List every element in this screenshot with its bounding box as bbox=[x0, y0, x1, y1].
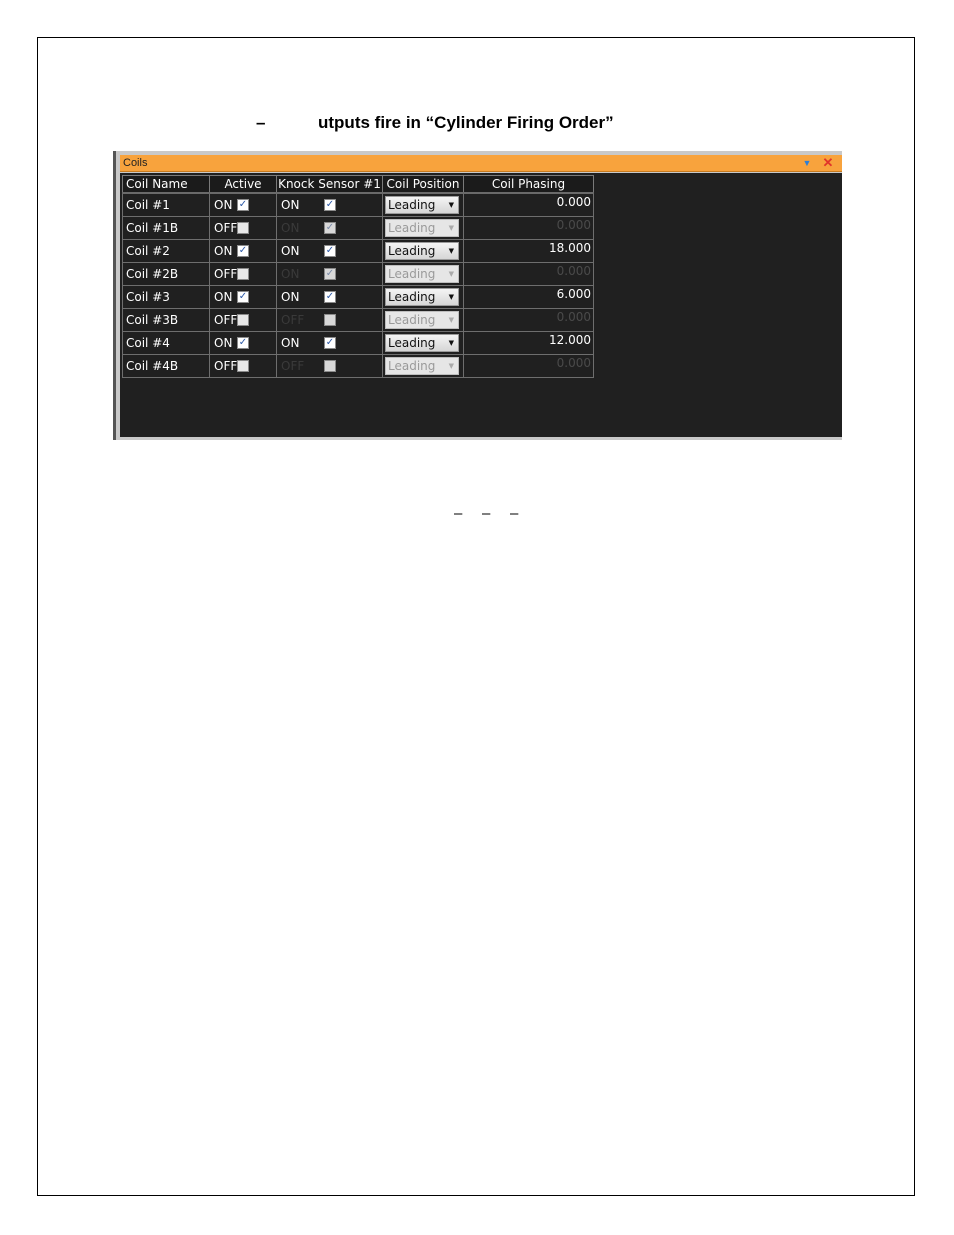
active-checkbox[interactable]: ✓ bbox=[238, 245, 248, 256]
active-checkbox[interactable]: ✓ bbox=[238, 291, 248, 302]
coil-position-cell bbox=[383, 355, 464, 378]
active-checkbox[interactable]: ✓ bbox=[238, 337, 248, 348]
table-row[interactable] bbox=[123, 332, 594, 355]
coil-phasing-value: 12.000 bbox=[549, 333, 591, 347]
coil-position-value: Leading bbox=[388, 244, 436, 258]
coil-position-dropdown[interactable] bbox=[385, 311, 459, 329]
coil-name: Coil #3 bbox=[126, 290, 170, 304]
knock-sensor-cell[interactable] bbox=[277, 332, 383, 355]
active-cell[interactable] bbox=[210, 332, 277, 355]
coil-phasing-cell[interactable] bbox=[464, 217, 594, 240]
window-title: Coils bbox=[123, 157, 148, 169]
coil-name: Coil #4 bbox=[126, 336, 170, 350]
table-row[interactable] bbox=[123, 263, 594, 286]
coil-name-cell[interactable] bbox=[123, 263, 210, 286]
coil-position-value: Leading bbox=[388, 313, 436, 327]
header-knock-sensor[interactable]: Knock Sensor #1 bbox=[278, 177, 381, 191]
active-label: ON bbox=[214, 336, 233, 350]
coil-phasing-value: 0.000 bbox=[556, 356, 591, 370]
coil-phasing-value: 0.000 bbox=[556, 264, 591, 278]
dash: – bbox=[482, 505, 491, 522]
coil-position-dropdown[interactable] bbox=[385, 288, 459, 306]
coils-table bbox=[122, 175, 594, 378]
coil-position-dropdown[interactable] bbox=[385, 357, 459, 375]
dropdown-arrow-icon: ▼ bbox=[448, 224, 454, 232]
coil-position-cell bbox=[383, 240, 464, 263]
dash: – bbox=[454, 505, 463, 522]
active-label: ON bbox=[214, 290, 233, 304]
table-row[interactable] bbox=[123, 355, 594, 378]
coil-name-cell[interactable] bbox=[123, 217, 210, 240]
coils-window bbox=[113, 151, 842, 440]
table-row[interactable] bbox=[123, 193, 594, 217]
active-label: OFF bbox=[214, 359, 238, 373]
active-label: OFF bbox=[214, 267, 238, 281]
coil-name: Coil #2 bbox=[126, 244, 170, 258]
table-row[interactable] bbox=[123, 217, 594, 240]
coil-position-cell bbox=[383, 263, 464, 286]
coil-position-cell bbox=[383, 309, 464, 332]
coil-name-cell[interactable] bbox=[123, 193, 210, 217]
dropdown-arrow-icon: ▼ bbox=[448, 201, 454, 209]
dash: – bbox=[510, 505, 519, 522]
active-cell[interactable] bbox=[210, 355, 277, 378]
chevron-down-icon[interactable]: ▼ bbox=[802, 158, 812, 168]
dropdown-arrow-icon: ▼ bbox=[448, 247, 454, 255]
knock-sensor-label: OFF bbox=[281, 359, 305, 373]
coil-name-cell[interactable] bbox=[123, 355, 210, 378]
coil-position-value: Leading bbox=[388, 267, 436, 281]
coil-position-dropdown[interactable] bbox=[385, 219, 459, 237]
coil-name-cell[interactable] bbox=[123, 240, 210, 263]
coil-phasing-value: 0.000 bbox=[556, 195, 591, 209]
coil-phasing-cell[interactable] bbox=[464, 332, 594, 355]
coil-position-cell bbox=[383, 193, 464, 217]
coil-position-cell bbox=[383, 332, 464, 355]
header-coil-position[interactable]: Coil Position bbox=[383, 176, 464, 194]
dropdown-arrow-icon: ▼ bbox=[448, 270, 454, 278]
knock-sensor-checkbox[interactable]: ✓ bbox=[325, 245, 335, 256]
coil-name-cell[interactable] bbox=[123, 332, 210, 355]
coil-name: Coil #1B bbox=[126, 221, 179, 235]
active-label: OFF bbox=[214, 221, 238, 235]
coil-phasing-cell[interactable] bbox=[464, 309, 594, 332]
coil-phasing-cell[interactable] bbox=[464, 240, 594, 263]
knock-sensor-checkbox[interactable] bbox=[324, 360, 336, 372]
coil-phasing-cell[interactable] bbox=[464, 286, 594, 309]
table-row[interactable] bbox=[123, 286, 594, 309]
active-checkbox[interactable] bbox=[237, 360, 249, 372]
table-row[interactable] bbox=[123, 240, 594, 263]
knock-sensor-cell[interactable] bbox=[277, 217, 383, 240]
active-checkbox[interactable] bbox=[237, 268, 249, 280]
coil-phasing-value: 0.000 bbox=[556, 218, 591, 232]
coil-name: Coil #1 bbox=[126, 198, 170, 212]
coil-position-dropdown[interactable] bbox=[385, 242, 459, 260]
coil-name: Coil #2B bbox=[126, 267, 179, 281]
active-checkbox[interactable] bbox=[237, 314, 249, 326]
coil-position-dropdown[interactable] bbox=[385, 334, 459, 352]
coil-name-cell[interactable] bbox=[123, 309, 210, 332]
active-cell[interactable] bbox=[210, 240, 277, 263]
coil-position-value: Leading bbox=[388, 336, 436, 350]
knock-sensor-label: ON bbox=[281, 198, 300, 212]
knock-sensor-cell[interactable] bbox=[277, 286, 383, 309]
coil-position-dropdown[interactable] bbox=[385, 265, 459, 283]
header-coil-name[interactable]: Coil Name bbox=[123, 176, 210, 194]
active-label: ON bbox=[214, 244, 233, 258]
coil-position-dropdown[interactable] bbox=[385, 196, 459, 214]
coils-panel bbox=[120, 173, 842, 437]
coil-position-value: Leading bbox=[388, 198, 436, 212]
active-cell[interactable] bbox=[210, 193, 277, 217]
knock-sensor-cell[interactable] bbox=[277, 355, 383, 378]
coil-position-value: Leading bbox=[388, 290, 436, 304]
coil-position-cell bbox=[383, 286, 464, 309]
coil-phasing-cell[interactable] bbox=[464, 193, 594, 217]
coil-name: Coil #3B bbox=[126, 313, 179, 327]
dropdown-arrow-icon: ▼ bbox=[448, 316, 454, 324]
active-cell[interactable] bbox=[210, 309, 277, 332]
active-cell[interactable] bbox=[210, 286, 277, 309]
coil-position-cell bbox=[383, 217, 464, 240]
coil-phasing-cell[interactable] bbox=[464, 263, 594, 286]
knock-sensor-label: OFF bbox=[281, 313, 305, 327]
knock-sensor-cell[interactable] bbox=[277, 240, 383, 263]
knock-sensor-checkbox[interactable]: ✓ bbox=[325, 199, 335, 210]
knock-sensor-cell[interactable] bbox=[277, 263, 383, 286]
active-checkbox[interactable] bbox=[237, 222, 249, 234]
header-active[interactable]: Active bbox=[210, 176, 277, 194]
knock-sensor-label: ON bbox=[281, 336, 300, 350]
coil-phasing-value: 6.000 bbox=[556, 287, 591, 301]
dropdown-arrow-icon: ▼ bbox=[448, 362, 454, 370]
active-checkbox[interactable]: ✓ bbox=[238, 199, 248, 210]
knock-sensor-checkbox[interactable]: ✓ bbox=[325, 268, 335, 279]
window-titlebar[interactable] bbox=[120, 155, 842, 172]
knock-sensor-label: ON bbox=[281, 290, 300, 304]
dropdown-arrow-icon: ▼ bbox=[448, 339, 454, 347]
coil-name: Coil #4B bbox=[126, 359, 179, 373]
coil-phasing-value: 0.000 bbox=[556, 310, 591, 324]
coil-name-cell[interactable] bbox=[123, 286, 210, 309]
knock-sensor-checkbox[interactable]: ✓ bbox=[325, 291, 335, 302]
coil-phasing-value: 18.000 bbox=[549, 241, 591, 255]
table-header-row bbox=[123, 176, 594, 194]
coil-phasing-cell[interactable] bbox=[464, 355, 594, 378]
coil-position-value: Leading bbox=[388, 359, 436, 373]
close-icon[interactable]: ✕ bbox=[822, 155, 834, 170]
knock-sensor-checkbox[interactable]: ✓ bbox=[325, 222, 335, 233]
knock-sensor-cell[interactable] bbox=[277, 309, 383, 332]
knock-sensor-label: ON bbox=[281, 244, 300, 258]
active-cell[interactable] bbox=[210, 263, 277, 286]
coil-position-value: Leading bbox=[388, 221, 436, 235]
figure-caption: utputs fire in “Cylinder Firing Order” bbox=[318, 113, 614, 132]
header-coil-phasing[interactable]: Coil Phasing bbox=[464, 176, 594, 194]
dropdown-arrow-icon: ▼ bbox=[448, 293, 454, 301]
knock-sensor-checkbox[interactable] bbox=[324, 314, 336, 326]
knock-sensor-label: ON bbox=[281, 221, 300, 235]
bottom-dashes bbox=[454, 505, 538, 522]
active-label: ON bbox=[214, 198, 233, 212]
table-row[interactable] bbox=[123, 309, 594, 332]
caption-dash: – bbox=[256, 113, 266, 132]
active-label: OFF bbox=[214, 313, 238, 327]
knock-sensor-label: ON bbox=[281, 267, 300, 281]
knock-sensor-checkbox[interactable]: ✓ bbox=[325, 337, 335, 348]
knock-sensor-cell[interactable] bbox=[277, 193, 383, 217]
active-cell[interactable] bbox=[210, 217, 277, 240]
